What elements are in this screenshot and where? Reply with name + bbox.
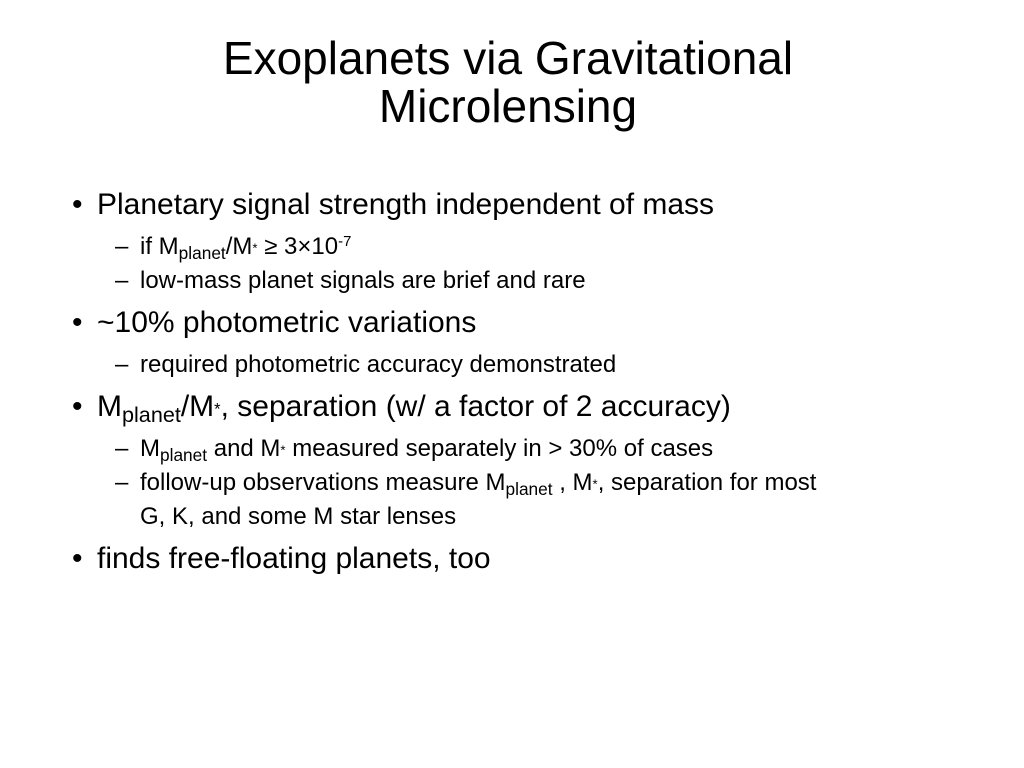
- sub-bullet-text: [140, 466, 972, 500]
- bullet-item: [72, 186, 972, 224]
- dash-marker: –: [115, 435, 129, 462]
- sub-bullet-item: [72, 230, 972, 264]
- subscript-planet: planet: [505, 478, 553, 499]
- subscript-star: *: [280, 442, 286, 458]
- text-post: , separation (w/ a factor of 2 accuracy): [220, 390, 731, 423]
- dash-marker: –: [115, 351, 129, 378]
- subscript-star: *: [252, 240, 258, 256]
- bullet-text: finds free-floating planets, too: [97, 542, 491, 575]
- bullet-marker: •: [72, 306, 83, 339]
- sub-bullet-text: required photometric accuracy demonstrated: [140, 351, 617, 378]
- text-pre: follow-up observations measure M: [140, 469, 506, 496]
- text-mid: and M: [207, 435, 281, 462]
- sub-bullet-text-continuation: G, K, and some M star lenses: [140, 503, 457, 530]
- slide-title: [0, 34, 1016, 130]
- bullet-marker: •: [72, 542, 83, 575]
- sub-bullet-item: [72, 348, 972, 382]
- text-mid: /M: [225, 233, 253, 260]
- bullet-item: [72, 388, 972, 426]
- dash-marker: –: [115, 469, 129, 496]
- superscript-exponent: -7: [338, 233, 352, 250]
- sub-bullet-text: [140, 233, 352, 263]
- subscript-planet: planet: [160, 444, 208, 465]
- text-post: , separation for most: [597, 469, 817, 496]
- text-mid: , M: [552, 469, 593, 496]
- dash-marker: –: [115, 267, 129, 294]
- dash-marker: –: [115, 233, 129, 260]
- sub-bullet-item: [72, 264, 972, 298]
- slide-title-line-1: Exoplanets via Gravitational: [222, 32, 794, 84]
- text-pre: if M: [140, 233, 179, 260]
- bullet-marker: •: [72, 188, 83, 221]
- subscript-planet: planet: [178, 242, 226, 263]
- text-post: ≥ 3×10: [257, 233, 339, 260]
- bullet-text: ~10% photometric variations: [97, 306, 477, 339]
- slide-title-line-2: Microlensing: [378, 80, 638, 132]
- subscript-star: *: [592, 476, 598, 492]
- sub-bullet-text: [140, 435, 714, 465]
- text-mid: /M: [180, 390, 215, 423]
- subscript-planet: planet: [122, 402, 181, 428]
- sub-bullet-item: [72, 466, 972, 534]
- bullet-marker: •: [72, 390, 83, 423]
- text-pre: M: [97, 390, 122, 423]
- bullet-item: [72, 540, 972, 578]
- sub-bullet-text: low-mass planet signals are brief and rare: [140, 267, 586, 294]
- bullet-text: [97, 390, 731, 428]
- sub-bullet-item: [72, 432, 972, 466]
- bullet-text: Planetary signal strength independent of mass: [97, 188, 715, 221]
- subscript-star: *: [214, 400, 221, 419]
- text-post: measured separately in > 30% of cases: [285, 435, 714, 462]
- bullet-item: [72, 304, 972, 342]
- bullet-list: [72, 186, 972, 584]
- text-pre: M: [140, 435, 160, 462]
